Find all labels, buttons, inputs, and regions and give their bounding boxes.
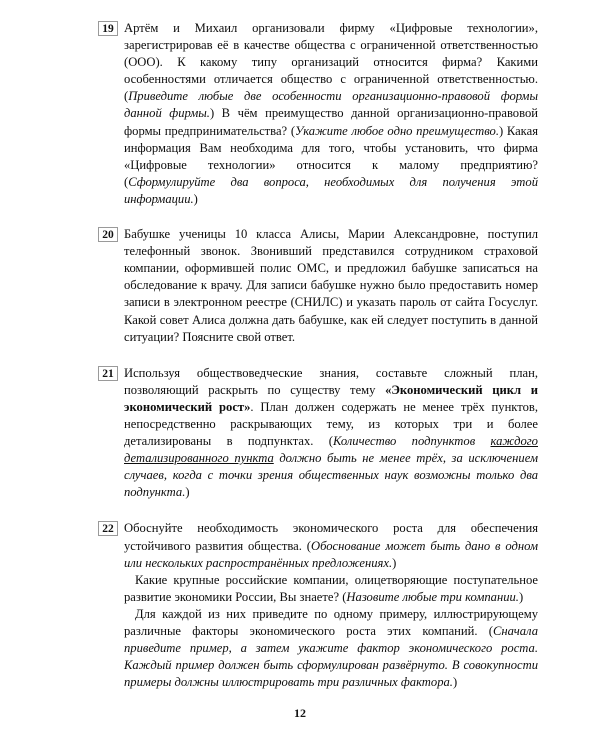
task-number-badge: 22 — [98, 521, 118, 536]
task-21 — [98, 365, 538, 502]
text-run: Для каждой из них приведите по одному примеру, иллюстрирующему различные факторы экономического роста этих компаний. ( — [124, 606, 538, 638]
text-run: Укажите любое одно преимущество. — [295, 123, 499, 138]
text-run: Сформулируйте два вопроса, необходимых для получения этой информации. — [124, 174, 538, 206]
task-number-badge: 19 — [98, 21, 118, 36]
task-22-paragraph-2 — [124, 572, 538, 606]
text-run: ) — [392, 555, 397, 570]
text-run: . План должен содержать не менее трёх пунктов, непосредственно раскрывающих тему, из которых три и более детализированы в подпунктах. ( — [124, 399, 538, 449]
task-20-paragraph-1 — [124, 226, 538, 346]
text-run: должно быть не менее трёх, за исключением случаев, когда с точки зрения общественных наук возможны только два подпункта. — [124, 451, 539, 500]
text-run: Обоснование может быть дано в одном или нескольких распространённых предложениях. — [124, 538, 538, 570]
task-20 — [98, 226, 538, 346]
text-run: Используя обществоведческие знания, составьте сложный план, позволяющий раскрыть по существу тему — [124, 365, 538, 397]
text-run: «Экономический цикл и экономический рост» — [124, 382, 538, 414]
task-19-body — [124, 20, 538, 208]
task-20-body — [124, 226, 538, 346]
task-22-paragraph-1 — [124, 520, 538, 571]
text-run: ) — [193, 191, 198, 206]
text-run: ) — [452, 675, 458, 690]
task-number-badge: 20 — [98, 227, 118, 242]
task-number-badge: 21 — [98, 366, 118, 381]
text-run: каждого детализированного пункта — [124, 434, 538, 466]
task-22-body — [124, 520, 538, 691]
text-run: ) — [518, 589, 524, 604]
task-22-paragraph-3 — [124, 606, 538, 691]
text-run: Приведите любые две особенности организационно-правовой формы данной фирмы. — [124, 89, 538, 121]
text-run: Сначала приведите пример, а затем укажите фактор экономического роста. Каждый пример должен быть сформулирован развёрнуто. В совокупности примеры должны иллюстрировать три различных фактора. — [124, 624, 538, 690]
text-run: Обоснуйте необходимость экономического роста для обеспечения устойчивого развития общества. ( — [124, 521, 538, 553]
page-number: 12 — [294, 706, 306, 720]
task-21-body — [124, 365, 538, 502]
text-run: Артём и Михаил организовали фирму «Цифровые технологии», зарегистрировав её в качестве общества с ограниченной ответственностью (ООО). К какому типу организаций относится фирма? Какими особенностями отличается общество с ограниченной ответственностью. ( — [124, 21, 538, 104]
text-run: Назовите любые три компании. — [346, 589, 519, 604]
tasks-container — [98, 20, 538, 709]
task-19 — [98, 20, 538, 208]
text-run: Бабушке ученицы 10 класса Алисы, Марии Александровне, поступил телефонный звонок. Звонивший представился сотрудником страховой компании, оформившей полис ОМС, и предложил бабушке записаться на обследование к врачу. Для записи бабушке нужно было предоставить номер записи в электронном реестре (СНИЛС) и указать пароль от сайта Госуслуг. Какой совет Алиса должна дать бабушке, как ей следует поступить в данной ситуации? Поясните свой ответ. — [124, 227, 538, 344]
text-run: ) В чём преимущество данной организационно-правовой формы предпринимательства? ( — [124, 106, 538, 138]
text-run: Количество подпунктов — [332, 434, 491, 449]
task-21-paragraph-1 — [124, 365, 538, 502]
text-run: ) — [185, 485, 190, 500]
task-19-paragraph-1 — [124, 20, 538, 208]
text-run: Какие крупные российские компании, олицетворяющие поступательное развитие экономики России, Вы знаете? ( — [124, 572, 538, 604]
task-22 — [98, 520, 538, 691]
text-run: ) Какая информация Вам необходима для того, чтобы установить, что фирма «Цифровые технологии» относится к малому предприятию? ( — [124, 123, 538, 189]
